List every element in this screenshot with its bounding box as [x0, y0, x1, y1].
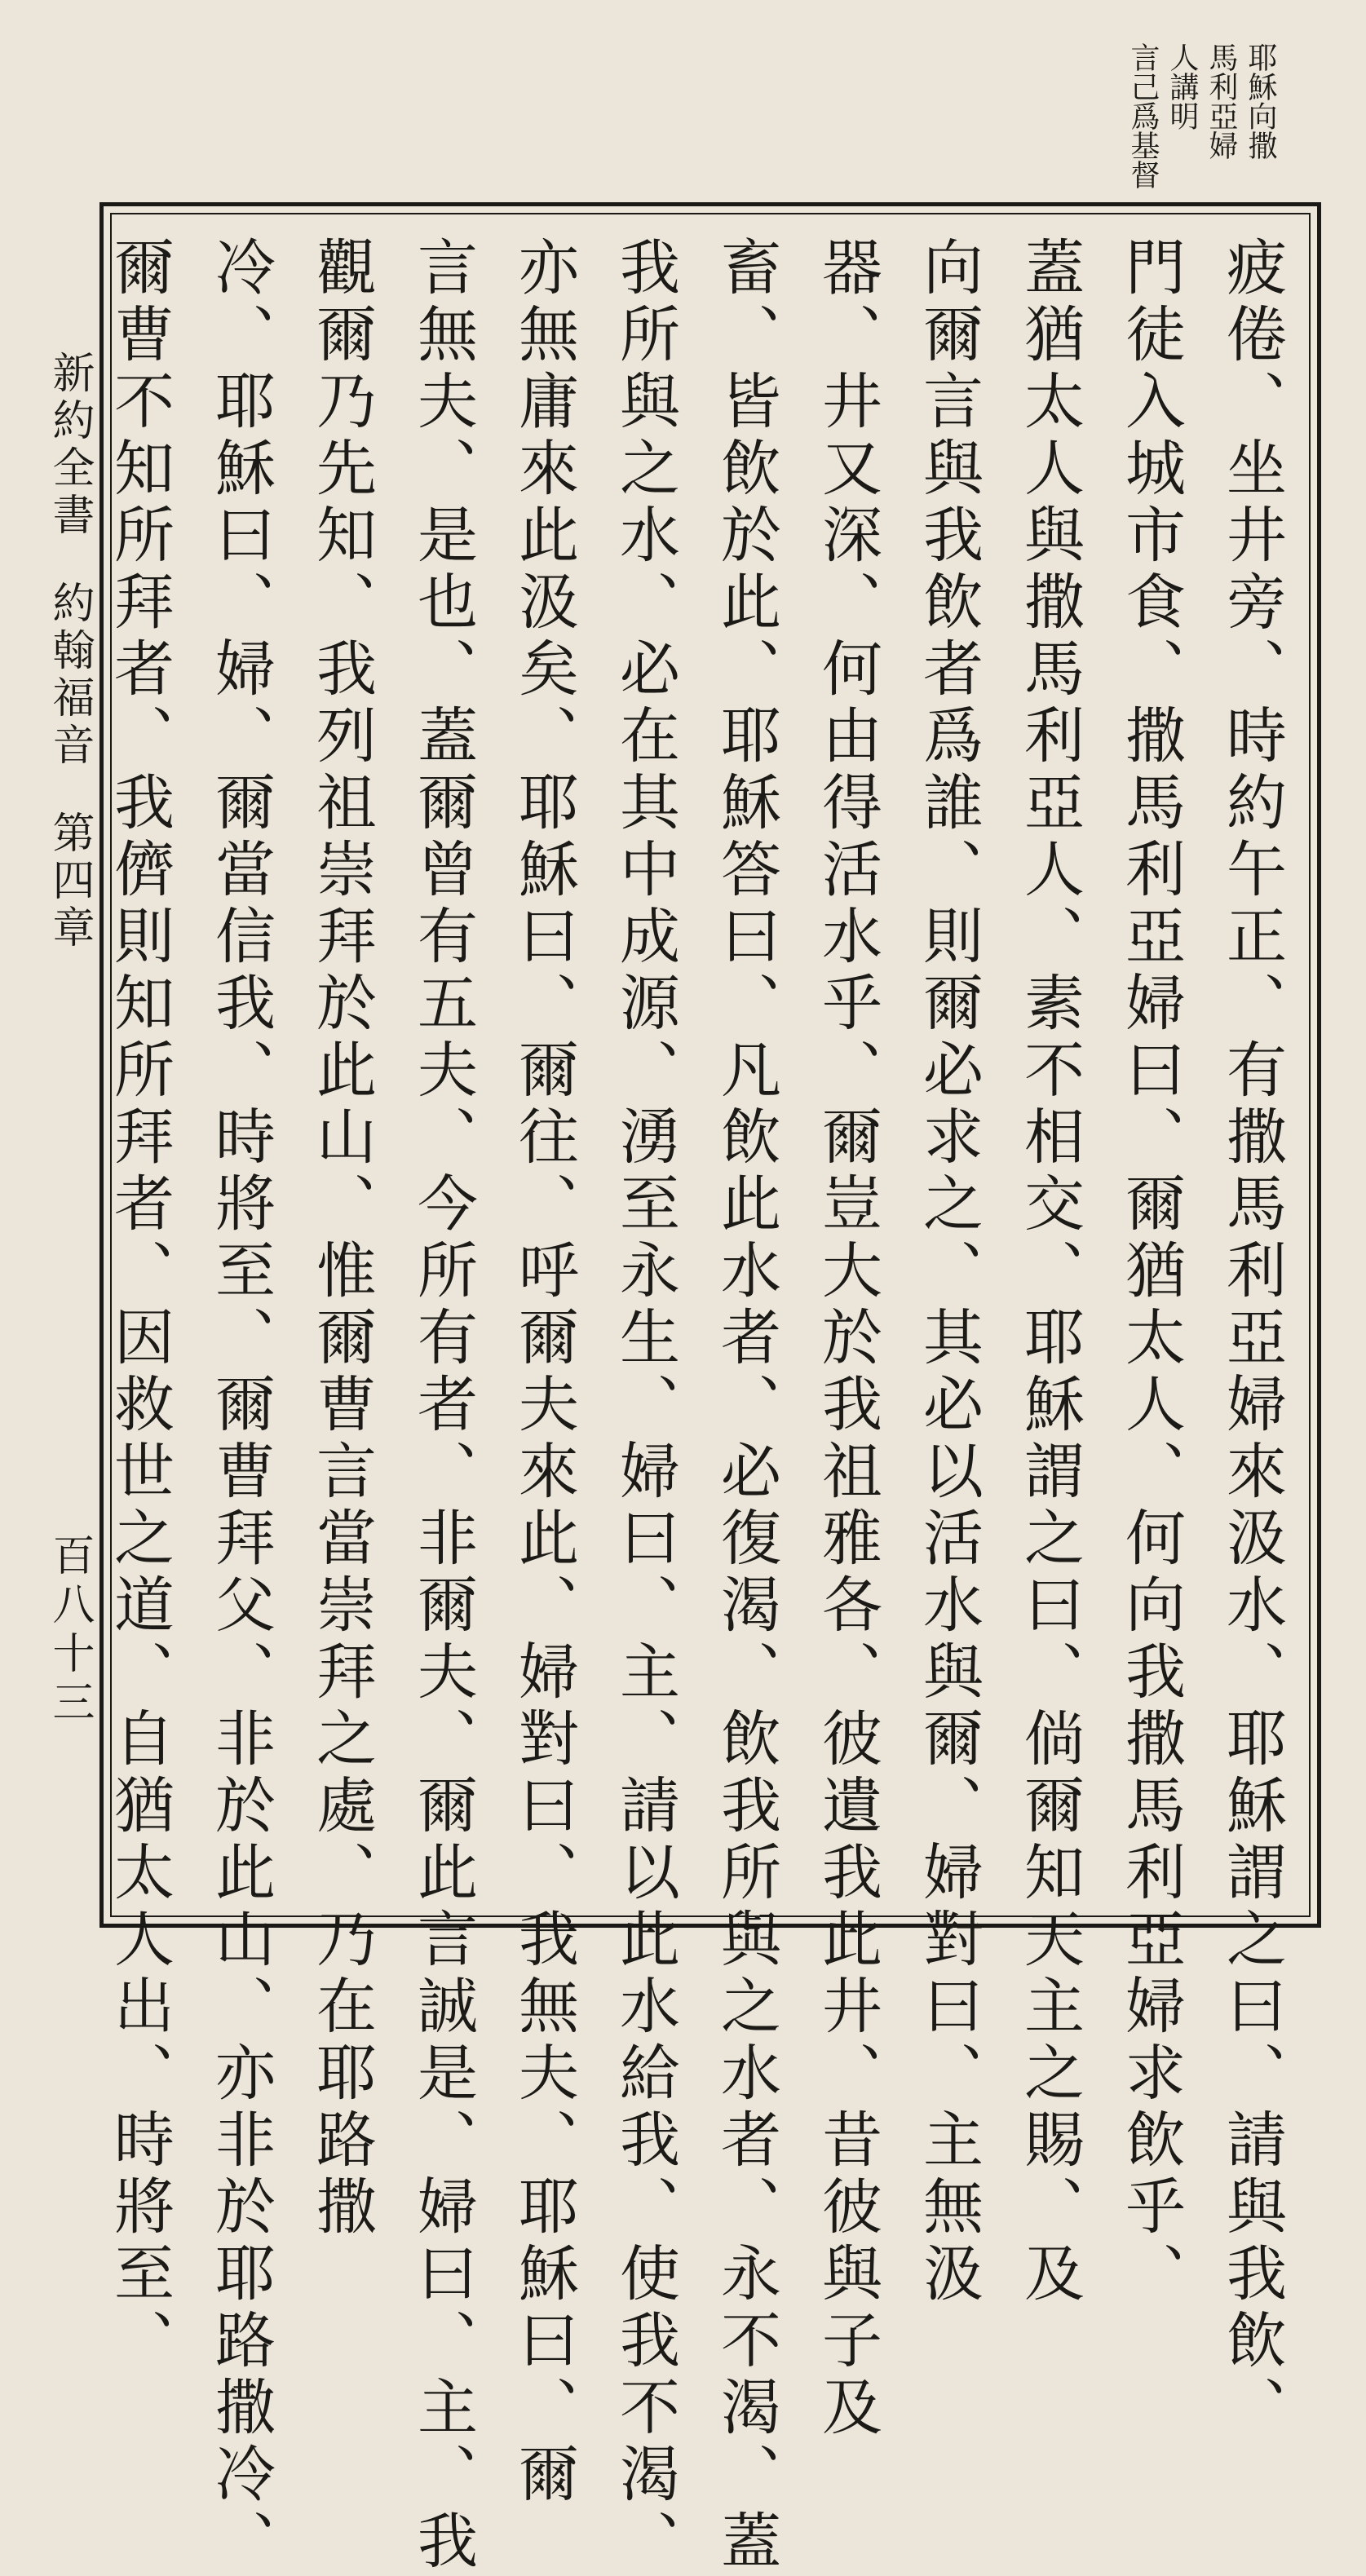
text-frame — [99, 202, 1321, 2576]
running-title — [39, 351, 100, 952]
body-text — [104, 236, 1302, 2576]
running-title-gospel: 約翰福音 — [45, 581, 94, 770]
text-column: 器、井又深、何由得活水乎、爾豈大於我祖雅各、彼遺我此井、昔彼與子及 — [812, 236, 882, 2442]
running-title-chapter: 第四章 — [45, 811, 94, 952]
text-column: 蓋猶太人與撒馬利亞人、素不相交、耶穌謂之曰、倘爾知天主之賜、及 — [1015, 236, 1085, 2309]
text-column: 言無夫、是也、蓋爾曾有五夫、今所有者、非爾夫、爾此言誠是、婦曰、主、我 — [408, 236, 478, 2576]
text-column: 冷、耶穌曰、婦、爾當信我、時將至、爾曹拜父、非於此山、亦非於耶路撒冷、 — [206, 236, 276, 2576]
header-note — [1126, 42, 1276, 189]
header-note-line: 耶穌向撒 — [1244, 42, 1277, 160]
running-title-book: 新約全書 — [45, 351, 94, 540]
page-number: 百八十三 — [45, 1533, 94, 1729]
header-note-line: 人講明 — [1165, 42, 1199, 130]
header-note-line: 言己爲基督 — [1126, 42, 1160, 189]
text-column: 疲倦、坐井旁、時約午正、有撒馬利亞婦來汲水、耶穌謂之曰、請與我飲、 — [1217, 236, 1287, 2442]
text-column: 畜、皆飲於此、耶穌答曰、凡飲此水者、必復渴、飲我所與之水者、永不渴、蓋 — [711, 236, 781, 2576]
text-column: 爾曹不知所拜者、我儕則知所拜者、因救世之道、自猶太人出、時將至、 — [104, 236, 175, 2375]
header-note-line: 馬利亞婦 — [1205, 42, 1238, 160]
text-column: 亦無庸來此汲矣、耶穌曰、爾往、呼爾夫來此、婦對曰、我無夫、耶穌曰、爾 — [509, 236, 579, 2509]
text-column: 觀爾乃先知、我列祖崇拜於此山、惟爾曹言當崇拜之處、乃在耶路撒 — [307, 236, 377, 2242]
text-column: 門徒入城市食、撒馬利亞婦曰、爾猶太人、何向我撒馬利亞婦求飲乎、 — [1116, 236, 1186, 2309]
text-column: 向爾言與我飲者爲誰、則爾必求之、其必以活水與爾、婦對曰、主無汲 — [913, 236, 984, 2309]
text-column: 我所與之水、必在其中成源、湧至永生、婦曰、主、請以此水給我、使我不渴、 — [610, 236, 680, 2576]
